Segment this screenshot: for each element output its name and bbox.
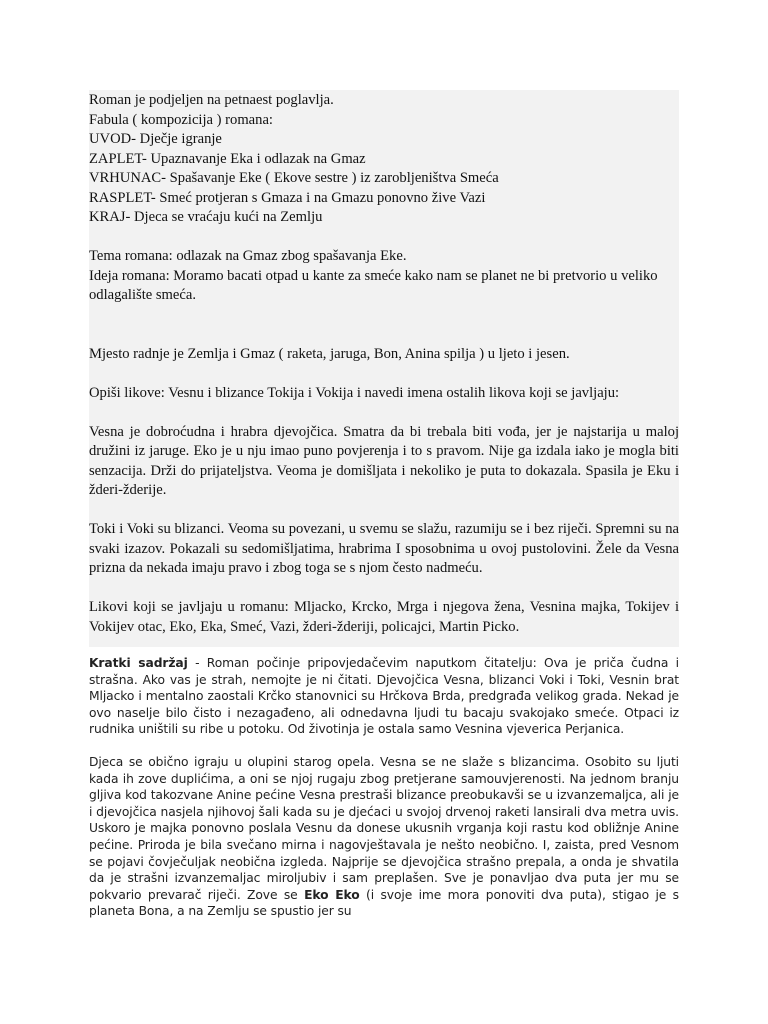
summary-paragraph-1	[89, 655, 679, 738]
other-characters-paragraph: Likovi koji se javljaju u romanu: Mljacko, Krcko, Mrga i njegova žena, Vesnina majka, Tokijev i Vokijev otac, Eko, Eka, Smeć, Vazi, žderi-žderiji, policajci, Martin Picko.	[89, 599, 679, 635]
document-page	[89, 90, 679, 936]
vesna-paragraph: Vesna je dobroćudna i hrabra djevojčica. Smatra da bi trebala biti vođa, jer je najstarija u maloj družini iz jaruge. Eko je u nju imao puno povjerenja i to s pravom. Nije ga izdala iako je mogla biti senzacija. Drži do prijateljstva. Veoma je domišljata i nekoliko je puta to dokazala. Spasila je Eku i žderi-žderije.	[89, 423, 679, 498]
kraj-line: KRAJ- Djeca se vraćaju kući na Zemlju	[89, 209, 323, 225]
vrhunac-line: VRHUNAC- Spašavanje Eke ( Ekove sestre ) iz zarobljeništva Smeća	[89, 170, 499, 186]
summary-text-1: - Roman počinje pripovjedačevim naputkom čitatelju: Ova je priča čudna i strašna. Ako vas je strah, nemojte je ni čitati. Djevojčica Vesna, blizanci Voki i Toki, Vesnin brat Mljacko i mentalno zaostali Krčko stanovnici su Hrčkova Brda, predgrađa velikog grada. Nekad je ovo naselje bilo čisto i nezagađeno, ali odnedavna ljudi tu bacaju svakojako smeće. Otpaci iz rudnika uništili su ribe u potoku. Od životinja je ostala samo Vesnina vjeverica Perjanica.	[89, 656, 679, 737]
summary-text-2b: (i svoje ime mora ponoviti dva puta), stigao je s planeta Bona, a na Zemlju se spustio jer su	[89, 887, 679, 919]
twins-paragraph: Toki i Voki su blizanci. Veoma su povezani, u svemu se slažu, razumiju se i bez riječi. Spremni su na svaki izazov. Pokazali su sedomišljatima, hrabrima I sposobnima u ovoj pustolovini. Žele da Vesna prizna da nekada imaju pravo i zbog toga se s njom često nadmeću.	[89, 521, 679, 576]
summary-paragraph-2	[89, 754, 679, 920]
zaplet-line: ZAPLET- Upaznavanje Eka i odlazak na Gmaz	[89, 150, 366, 167]
summary-section	[89, 655, 679, 920]
summary-text-2a: Djeca se obično igraju u olupini starog opela. Vesna se ne slaže s blizancima. Osobito su ljuti kada ih zove duplićima, a oni se njoj rugaju zbog pretjerane samouvjerenosti. Na jednom branju gljiva kod takozvane Anine pećine Vesna prestraši blizance preobukavši se u izvanzemaljca, ali je i djevojčica nasjela njihovoj šali kada su je djećaci u svojoj drvenoj raketi lansirali dva metra uvis. Uskoro je majka ponovno poslala Vesnu da donese ukusnih vrganja koji rastu kod obližnje Anine pećine. Priroda je bila svečano mirna i nagovještavala je nešto neobično. I, zaista, pred Vesnom se pojavi čovječuljak neobična izgleda. Najprije se djevojčica strašno prepala, a onda je shvatila da je strašni izvanzemaljac miroljubiv i sam preplašen. Sve je ponavljao dva puta jer mu se pokvario prevarač riječi. Zove se	[89, 754, 679, 902]
eko-eko-name: Eko Eko	[304, 887, 360, 902]
characters-prompt: Opiši likove: Vesnu i blizance Tokija i Vokija i navedi imena ostalih likova koji se javljaju:	[89, 384, 620, 401]
spacer	[89, 403, 679, 423]
spacer	[89, 228, 679, 248]
spacer	[89, 306, 679, 345]
ideja-paragraph: Ideja romana: Moramo bacati otpad u kante za smeće kako nam se planet ne bi pretvorio u veliko odlagalište smeća.	[89, 267, 658, 303]
uvod-line: UVOD- Dječje igranje	[89, 131, 222, 147]
tema-line: Tema romana: odlazak na Gmaz zbog spašavanja Eke.	[89, 248, 407, 264]
spacer	[89, 579, 679, 599]
summary-heading: Kratki sadržaj	[89, 656, 188, 670]
rasplet-line: RASPLET- Smeć protjeran s Gmaza i na Gmazu ponovno žive Vazi	[89, 189, 486, 206]
setting-line: Mjesto radnje je Zemlja i Gmaz ( raketa, jaruga, Bon, Anina spilja ) u ljeto i jesen.	[89, 345, 570, 362]
spacer	[89, 501, 679, 521]
fabula-line: Fabula ( kompozicija ) romana:	[89, 111, 273, 128]
outline-section	[89, 90, 679, 647]
spacer	[89, 364, 679, 384]
chapters-line: Roman je podjeljen na petnaest poglavlja.	[89, 92, 334, 108]
